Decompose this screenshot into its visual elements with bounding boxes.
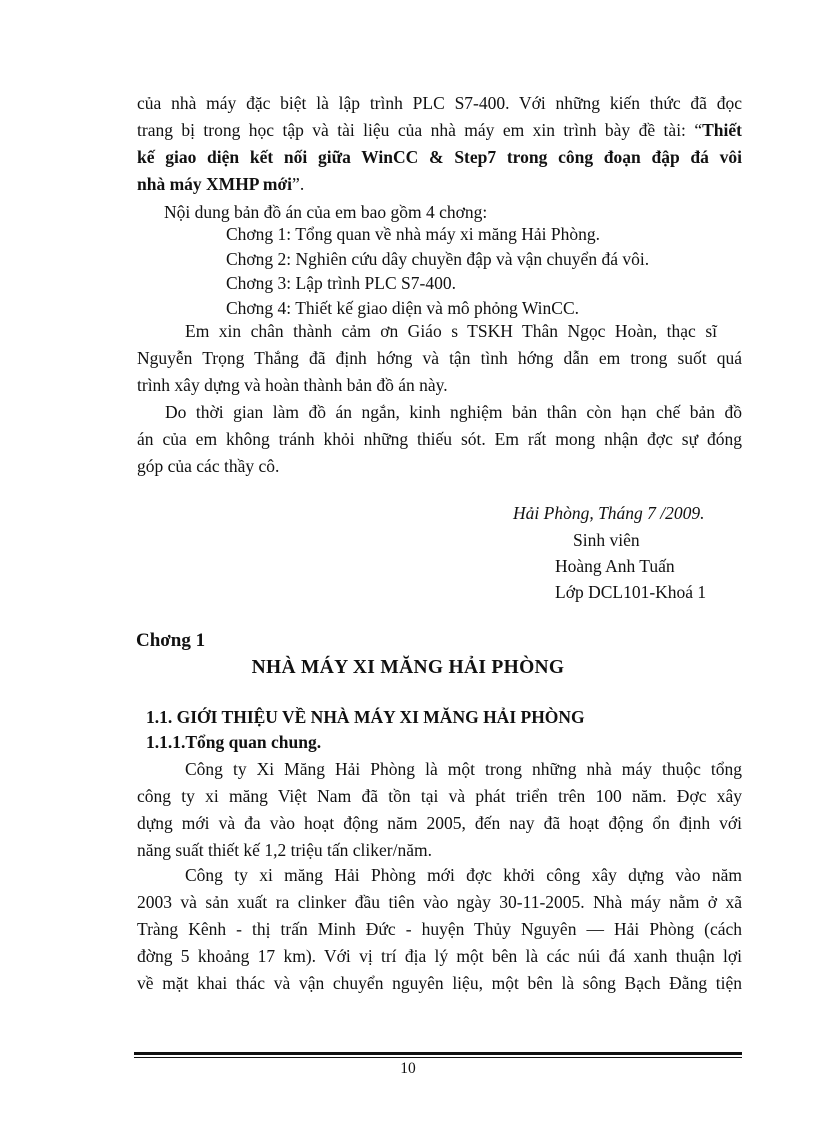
chapter-list-item: Chơng 4: Thiết kế giao diện và mô phỏng WinCC. — [226, 297, 580, 318]
apology-paragraph — [137, 399, 742, 480]
page-number: 10 — [400, 1060, 416, 1077]
section-heading-1-1: 1.1. GIỚI THIỆU VỀ NHÀ MÁY XI MĂNG HẢI PHÒNG — [146, 707, 585, 727]
footer-rule-thin — [134, 1057, 742, 1058]
body-paragraph-1 — [137, 756, 742, 864]
thanks-paragraph — [137, 318, 742, 399]
intro-paragraph — [137, 90, 742, 198]
thesis-title-fragment: nhà máy XMHP mới — [137, 174, 293, 194]
text-line: của nhà máy đặc biệt là lập trình PLC S7-400. Với những kiến thức đã đọc — [137, 93, 742, 113]
chapter-list-item: Chơng 1: Tổng quan về nhà máy xi măng Hải Phòng. — [226, 224, 600, 244]
footer-rule-thick — [134, 1052, 742, 1055]
text-line: Do thời gian làm đồ án ngắn, kinh nghiệm bản thân còn hạn chế bản đồ — [165, 402, 742, 422]
text-line: Công ty xi măng Hải Phòng mới đợc khởi công xây dựng vào năm — [185, 865, 742, 885]
signature-name: Hoàng Anh Tuấn — [555, 556, 675, 576]
text-line: công ty xi măng Việt Nam đã tồn tại và phát triển trên 100 năm. Đợc xây — [137, 786, 742, 806]
contents-intro: Nội dung bản đồ án của em bao gồm 4 chơng: — [164, 202, 488, 222]
body-paragraph-2 — [137, 862, 742, 997]
signature-place-date: Hải Phòng, Tháng 7 /2009. — [513, 503, 705, 523]
signature-role: Sinh viên — [573, 530, 640, 550]
chapter-list-item: Chơng 2: Nghiên cứu dây chuyền đập và vận chuyển đá vôi. — [226, 248, 650, 269]
text-fragment: trang bị trong học tập và tài liệu của nhà máy em xin trình bày đề tài: “ — [137, 120, 703, 140]
text-line: góp của các thầy cô. — [137, 456, 280, 476]
text-line: năng suất thiết kế 1,2 triệu tấn cliker/năm. — [137, 840, 432, 860]
text-line: Tràng Kênh - thị trấn Minh Đức - huyện Thủy Nguyên — Hải Phòng (cách — [137, 919, 742, 939]
text-line: Nguyễn Trọng Thắng đã định hớng và tận tình hớng dẫn em trong suốt quá — [137, 348, 742, 368]
chapter-heading: Chơng 1 — [136, 630, 206, 651]
chapter-title: NHÀ MÁY XI MĂNG HẢI PHÒNG — [251, 657, 565, 678]
text-line: dựng mới và đa vào hoạt động năm 2005, đến nay đã hoạt động ổn định với — [137, 813, 742, 833]
text-line: án của em không tránh khỏi những thiếu sót. Em rất mong nhận đợc sự đóng — [137, 429, 742, 449]
thesis-title-fragment: Thiết — [702, 120, 742, 140]
signature-class: Lớp DCL101-Khoá 1 — [555, 582, 707, 602]
text-line: Công ty Xi Măng Hải Phòng là một trong những nhà máy thuộc tổng — [185, 759, 742, 779]
text-line: 2003 và sản xuất ra clinker đầu tiên vào ngày 30-11-2005. Nhà máy nằm ở xã — [137, 892, 742, 912]
text-line: về mặt khai thác và vận chuyển nguyên liệu, một bên là sông Bạch Đằng tiện — [137, 973, 742, 993]
text-line: đờng 5 khoảng 17 km). Với vị trí địa lý một bên là các núi đá xanh thuận lợi — [137, 946, 742, 966]
chapter-list-item: Chơng 3: Lập trình PLC S7-400. — [226, 273, 456, 294]
text-fragment: ”. — [292, 174, 305, 194]
text-line — [137, 171, 742, 198]
section-heading-1-1-1: 1.1.1.Tổng quan chung. — [146, 732, 322, 752]
text-line: trình xây dựng và hoàn thành bản đồ án này. — [137, 375, 448, 395]
thesis-title-line: kế giao diện kết nối giữa WinCC & Step7 trong công đoạn đập đá vôi — [137, 147, 742, 167]
text-line: Em xin chân thành cảm ơn Giáo s TSKH Thân Ngọc Hoàn, thạc sĩ — [185, 321, 717, 341]
text-line — [137, 117, 742, 144]
chapter-list — [226, 222, 649, 320]
